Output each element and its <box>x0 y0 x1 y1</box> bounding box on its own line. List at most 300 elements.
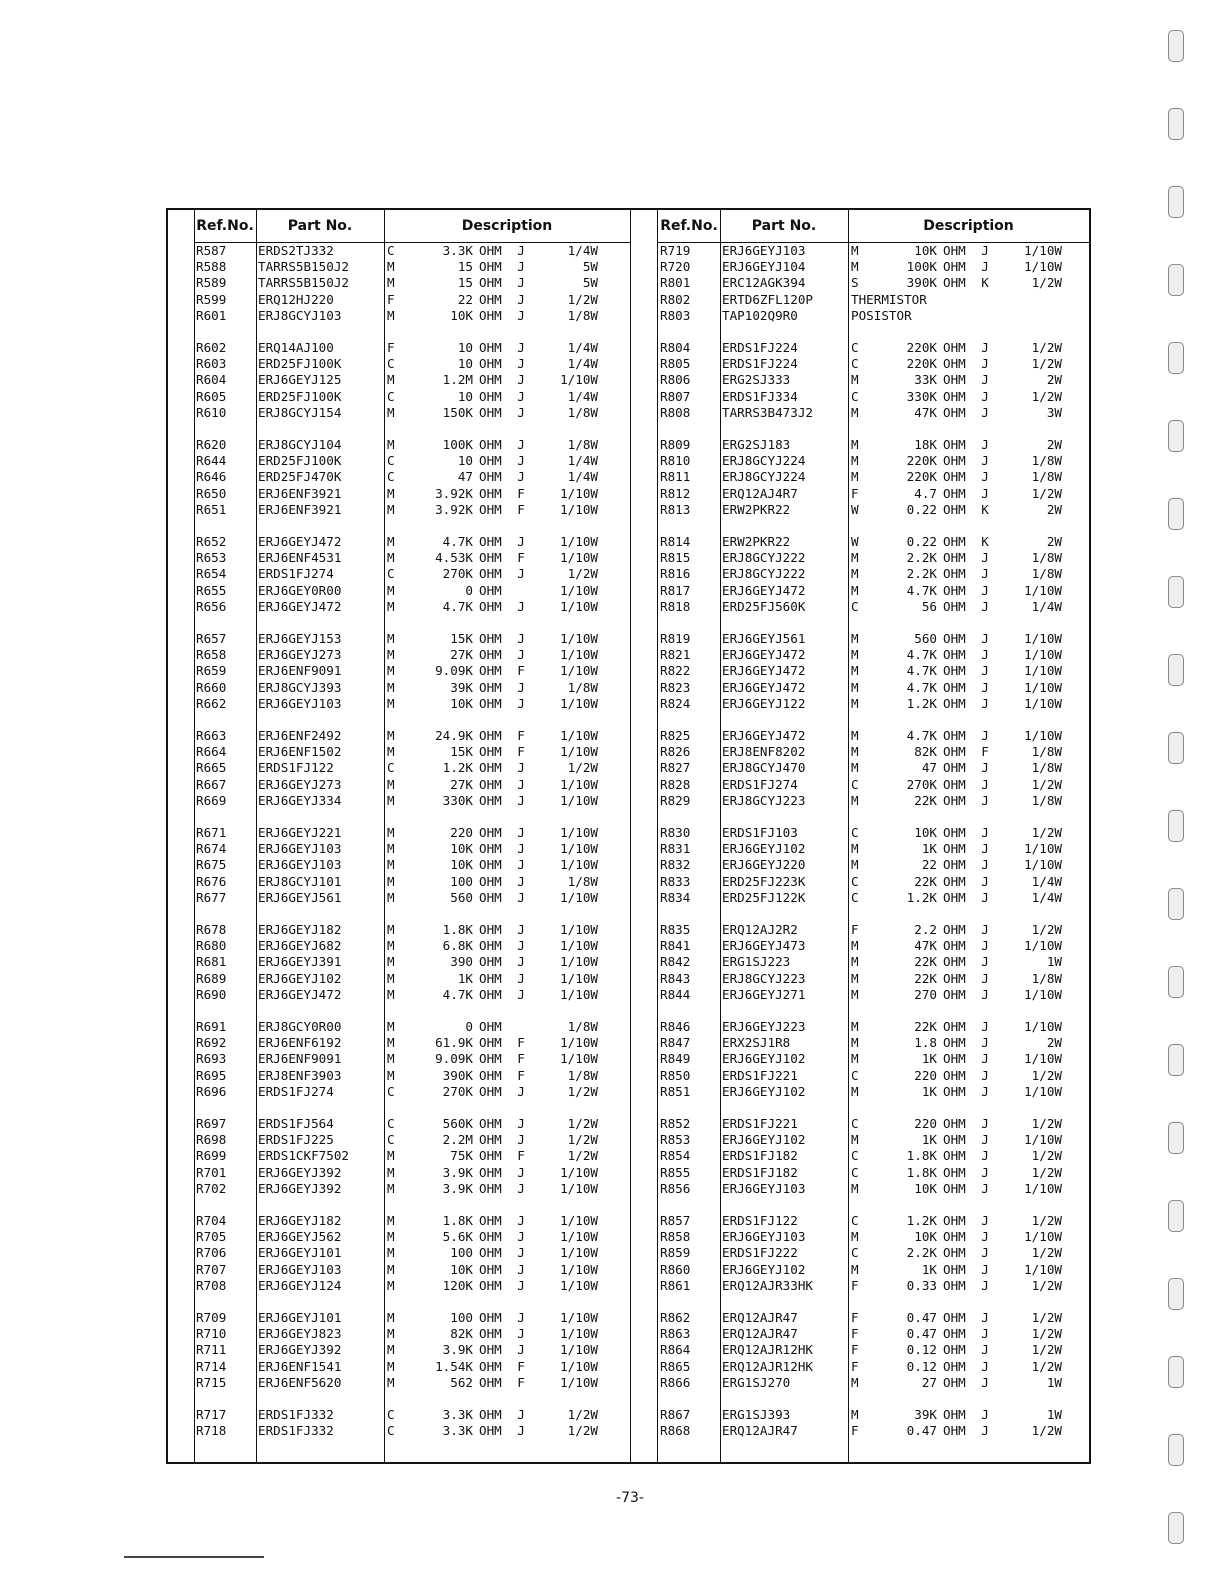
unit: OHM <box>479 1083 502 1099</box>
unit: OHM <box>479 954 502 970</box>
table-row <box>194 1213 630 1229</box>
wattage: 1/2W <box>1031 922 1062 937</box>
wattage: 1/8W <box>1031 566 1062 582</box>
maker-code: C <box>387 1423 395 1439</box>
tolerance: J <box>517 598 525 614</box>
part-no: ERJ6GEYJ103 <box>258 857 342 873</box>
unit: OHM <box>943 744 966 760</box>
ref-no: R691 <box>196 1019 227 1034</box>
part-no: ERDS1FJ225 <box>258 1132 334 1148</box>
part-no: TARRS3B473J2 <box>722 404 813 420</box>
part-no: TAP102Q9R0 <box>722 307 798 323</box>
table-row <box>194 760 630 776</box>
part-no: ERJ6ENF3921 <box>258 501 342 517</box>
part-no: ERJ6GEYJ102 <box>722 1051 806 1067</box>
ref-no: R589 <box>196 275 227 291</box>
maker-code: M <box>851 453 859 469</box>
wattage: 1/2W <box>567 1116 598 1131</box>
tolerance: J <box>517 356 525 372</box>
maker-code: M <box>387 437 395 452</box>
resistance-value: 5.6K <box>442 1229 473 1245</box>
maker-code: M <box>851 954 859 970</box>
part-no: ERJ6ENF5620 <box>258 1374 342 1390</box>
table-row <box>658 1051 1089 1067</box>
row-group <box>658 825 1089 922</box>
resistance-value: 4.7K <box>906 679 937 695</box>
ref-no: R658 <box>196 647 227 663</box>
table-row <box>194 534 630 550</box>
tolerance: J <box>981 485 989 501</box>
part-no: ERDS1FJ122 <box>722 1213 798 1228</box>
row-group <box>194 437 630 534</box>
part-no: ERJ8GCYJ393 <box>258 679 342 695</box>
part-no: ERJ8GCYJ223 <box>722 970 806 986</box>
ref-no: R656 <box>196 598 227 614</box>
table-row <box>658 1423 1089 1439</box>
maker-code: C <box>387 453 395 469</box>
ref-no: R675 <box>196 857 227 873</box>
table-row <box>194 275 630 291</box>
part-no: ERJ6GEYJ391 <box>258 954 342 970</box>
row-group <box>194 243 630 340</box>
resistance-value: 15 <box>457 259 473 275</box>
maker-code: M <box>851 582 859 598</box>
part-no: ERJ6GEYJ392 <box>258 1164 342 1180</box>
unit: OHM <box>943 1148 966 1164</box>
part-no: ERJ6GEYJ562 <box>258 1229 342 1245</box>
resistance-value: 4.7K <box>906 728 937 743</box>
ref-no: R697 <box>196 1116 227 1131</box>
tolerance: J <box>517 259 525 275</box>
maker-code: F <box>851 485 859 501</box>
unit: OHM <box>479 1132 502 1148</box>
ref-no: R654 <box>196 566 227 582</box>
maker-code: M <box>851 986 859 1002</box>
wattage: 1/4W <box>567 388 598 404</box>
resistance-value: 4.53K <box>435 550 473 566</box>
ref-no: R806 <box>660 372 691 388</box>
resistance-value: 9.09K <box>435 1051 473 1067</box>
maker-code: M <box>851 1132 859 1148</box>
resistance-value: 39K <box>914 1407 937 1422</box>
ref-no: R846 <box>660 1019 691 1034</box>
wattage: 1/10W <box>1024 1132 1062 1148</box>
wattage: 1/2W <box>567 291 598 307</box>
wattage: 1/10W <box>560 631 598 646</box>
row-group <box>194 1019 630 1116</box>
tolerance: J <box>517 1132 525 1148</box>
unit: OHM <box>943 857 966 873</box>
table-row <box>194 243 630 259</box>
unit: OHM <box>943 340 966 355</box>
resistance-value: 3.92K <box>435 485 473 501</box>
table-row <box>194 453 630 469</box>
tolerance: J <box>517 1407 525 1422</box>
maker-code: M <box>387 1035 395 1051</box>
wattage: 1/2W <box>567 566 598 582</box>
tolerance: J <box>517 873 525 889</box>
maker-code: M <box>387 889 395 905</box>
resistance-value: 0.33 <box>906 1277 937 1293</box>
tolerance: J <box>981 1423 989 1439</box>
resistance-value: 82K <box>450 1326 473 1342</box>
wattage: 3W <box>1046 404 1062 420</box>
maker-code: C <box>851 873 859 889</box>
resistance-value: 100 <box>450 1310 473 1325</box>
maker-code: M <box>387 1180 395 1196</box>
maker-code: M <box>387 1245 395 1261</box>
tolerance: J <box>517 841 525 857</box>
ref-no: R710 <box>196 1326 227 1342</box>
table-row <box>658 453 1089 469</box>
unit: OHM <box>479 259 502 275</box>
part-no: ERD25FJ122K <box>722 889 806 905</box>
part-no: ERDS1FJ122 <box>258 760 334 776</box>
wattage: 1/10W <box>560 744 598 760</box>
ref-no: R718 <box>196 1423 227 1439</box>
binder-tab <box>1168 1512 1184 1544</box>
part-no: ERJ6GEYJ472 <box>258 986 342 1002</box>
part-no: ERJ6GEYJ220 <box>722 857 806 873</box>
wattage: 1/4W <box>567 356 598 372</box>
unit: OHM <box>479 744 502 760</box>
wattage: 1/10W <box>560 1326 598 1342</box>
part-no: ERDS1FJ224 <box>722 340 798 355</box>
part-no: ERD25FJ470K <box>258 469 342 485</box>
wattage: 1/8W <box>567 873 598 889</box>
resistance-value: 15K <box>450 631 473 646</box>
maker-code: S <box>851 275 859 291</box>
ref-no: R854 <box>660 1148 691 1164</box>
wattage: 1/10W <box>560 1277 598 1293</box>
header-description: Description <box>923 218 1014 234</box>
part-no: ERJ6GEYJ472 <box>722 647 806 663</box>
part-no: ERJ6GEYJ103 <box>722 1229 806 1245</box>
table-row <box>194 922 630 938</box>
center-gap-column <box>630 210 658 1462</box>
binder-tab <box>1168 810 1184 842</box>
tolerance: J <box>981 873 989 889</box>
table-row <box>658 469 1089 485</box>
maker-code: M <box>851 437 859 452</box>
tolerance: J <box>981 1019 989 1034</box>
unit: OHM <box>943 404 966 420</box>
resistance-value: 22K <box>914 1019 937 1034</box>
wattage: 1/2W <box>1031 275 1062 291</box>
table-row <box>194 550 630 566</box>
part-no: ERDS1FJ182 <box>722 1148 798 1164</box>
right-half <box>658 210 1089 1462</box>
resistance-value: 6.8K <box>442 938 473 954</box>
maker-code: M <box>387 404 395 420</box>
unit: OHM <box>943 243 966 258</box>
tolerance: J <box>517 792 525 808</box>
wattage: 1/2W <box>1031 340 1062 355</box>
tolerance: J <box>981 550 989 566</box>
ref-no: R674 <box>196 841 227 857</box>
wattage: 1/8W <box>567 1067 598 1083</box>
ref-no: R605 <box>196 388 227 404</box>
maker-code: M <box>387 1148 395 1164</box>
part-no: ERQ12AJR47 <box>722 1310 798 1325</box>
tolerance: J <box>517 469 525 485</box>
table-row <box>658 599 1089 615</box>
maker-code: M <box>387 954 395 970</box>
description-text: POSISTOR <box>851 307 912 323</box>
resistance-value: 3.92K <box>435 501 473 517</box>
tolerance: J <box>981 695 989 711</box>
unit: OHM <box>479 469 502 485</box>
wattage: 2W <box>1046 534 1062 549</box>
part-no: ERJ6GEYJ392 <box>258 1342 342 1358</box>
row-group <box>194 825 630 922</box>
maker-code: C <box>387 566 395 582</box>
table-row <box>194 971 630 987</box>
part-no: ERJ6ENF1502 <box>258 744 342 760</box>
unit: OHM <box>479 1116 502 1131</box>
part-no: ERQ12AJR33HK <box>722 1277 813 1293</box>
table-row <box>194 1084 630 1100</box>
part-no: ERW2PKR22 <box>722 501 791 517</box>
resistance-value: 3.3K <box>442 243 473 258</box>
maker-code: C <box>387 243 395 258</box>
unit: OHM <box>943 841 966 857</box>
maker-code: M <box>851 728 859 743</box>
resistance-value: 560 <box>450 889 473 905</box>
resistance-value: 10K <box>450 1261 473 1277</box>
tolerance: J <box>981 663 989 679</box>
unit: OHM <box>479 1277 502 1293</box>
wattage: 1/10W <box>560 1374 598 1390</box>
wattage: 1/10W <box>560 582 598 598</box>
wattage: 1/2W <box>1031 388 1062 404</box>
ref-no: R855 <box>660 1164 691 1180</box>
resistance-value: 47 <box>457 469 473 485</box>
row-group <box>194 922 630 1019</box>
resistance-value: 2.2M <box>442 1132 473 1148</box>
unit: OHM <box>943 889 966 905</box>
unit: OHM <box>943 1326 966 1342</box>
wattage: 1/10W <box>560 1229 598 1245</box>
maker-code: M <box>387 938 395 954</box>
unit: OHM <box>479 1342 502 1358</box>
ref-no: R667 <box>196 776 227 792</box>
resistance-value: 75K <box>450 1148 473 1164</box>
tolerance: J <box>981 1326 989 1342</box>
maker-code: M <box>387 857 395 873</box>
unit: OHM <box>943 501 966 517</box>
resistance-value: 220K <box>906 469 937 485</box>
part-no: ERJ6GEYJ125 <box>258 372 342 388</box>
part-no: ERJ6GEYJ823 <box>258 1326 342 1342</box>
ref-no: R587 <box>196 243 227 258</box>
table-row <box>658 1262 1089 1278</box>
part-no: ERJ6GEYJ273 <box>258 776 342 792</box>
part-no: ERJ6ENF9091 <box>258 663 342 679</box>
unit: OHM <box>479 1326 502 1342</box>
tolerance: J <box>981 372 989 388</box>
maker-code: M <box>387 825 395 840</box>
tolerance: J <box>517 776 525 792</box>
maker-code: M <box>851 550 859 566</box>
ref-no: R601 <box>196 307 227 323</box>
unit: OHM <box>479 1261 502 1277</box>
wattage: 1/10W <box>1024 1051 1062 1067</box>
table-row <box>658 874 1089 890</box>
resistance-value: 15K <box>450 744 473 760</box>
resistance-value: 10K <box>450 695 473 711</box>
resistance-value: 27K <box>450 776 473 792</box>
part-no: ERJ8ENF3903 <box>258 1067 342 1083</box>
unit: OHM <box>943 922 966 937</box>
wattage: 1/2W <box>567 1148 598 1164</box>
part-no: ERG1SJ223 <box>722 954 791 970</box>
binder-tab <box>1168 342 1184 374</box>
table-row <box>194 777 630 793</box>
resistance-value: 3.3K <box>442 1423 473 1439</box>
wattage: 1/10W <box>560 1180 598 1196</box>
resistance-value: 10K <box>914 1229 937 1245</box>
unit: OHM <box>479 243 502 258</box>
row-group <box>658 340 1089 437</box>
unit: OHM <box>943 1277 966 1293</box>
tolerance: J <box>517 1083 525 1099</box>
tolerance: J <box>517 695 525 711</box>
resistance-value: 100K <box>442 437 473 452</box>
resistance-value: 390K <box>906 275 937 291</box>
maker-code: C <box>851 1245 859 1261</box>
resistance-value: 2.2 <box>914 922 937 937</box>
binder-tab <box>1168 420 1184 452</box>
tolerance: J <box>517 922 525 937</box>
part-no: ERJ6GEYJ102 <box>722 1083 806 1099</box>
ref-no: R811 <box>660 469 691 485</box>
part-no: ERJ6GEYJ124 <box>258 1277 342 1293</box>
tolerance: J <box>981 857 989 873</box>
ref-no: R659 <box>196 663 227 679</box>
resistance-value: 22K <box>914 873 937 889</box>
tolerance: J <box>981 1067 989 1083</box>
resistance-value: 10K <box>450 857 473 873</box>
wattage: 1/2W <box>1031 825 1062 840</box>
unit: OHM <box>479 1067 502 1083</box>
tolerance: J <box>981 1229 989 1245</box>
unit: OHM <box>479 1019 502 1034</box>
unit: OHM <box>943 647 966 663</box>
table-row <box>658 308 1089 324</box>
tolerance: J <box>981 631 989 646</box>
maker-code: C <box>387 469 395 485</box>
unit: OHM <box>479 1035 502 1051</box>
resistance-value: 220K <box>906 453 937 469</box>
part-no: ERQ12AJR12HK <box>722 1358 813 1374</box>
part-no: ERD25FJ100K <box>258 453 342 469</box>
table-row <box>658 486 1089 502</box>
table-row <box>658 340 1089 356</box>
ref-no: R866 <box>660 1374 691 1390</box>
table-row <box>658 890 1089 906</box>
table-row <box>658 292 1089 308</box>
wattage: 1/2W <box>1031 1164 1062 1180</box>
part-no: ERJ6GEYJ472 <box>722 663 806 679</box>
wattage: 1/10W <box>560 825 598 840</box>
maker-code: M <box>387 986 395 1002</box>
ref-no: R843 <box>660 970 691 986</box>
tolerance: J <box>517 372 525 388</box>
maker-code: C <box>851 1067 859 1083</box>
resistance-value: 22K <box>914 970 937 986</box>
ref-no: R816 <box>660 566 691 582</box>
binder-tab <box>1168 1356 1184 1388</box>
wattage: 1/10W <box>1024 663 1062 679</box>
ref-no: R705 <box>196 1229 227 1245</box>
wattage: 1/8W <box>1031 469 1062 485</box>
maker-code: M <box>387 841 395 857</box>
resistance-value: 0.47 <box>906 1326 937 1342</box>
ref-no: R867 <box>660 1407 691 1422</box>
unit: OHM <box>479 388 502 404</box>
left-rows <box>194 243 630 1504</box>
wattage: 1/2W <box>567 760 598 776</box>
part-no: ERJ8ENF8202 <box>722 744 806 760</box>
maker-code: M <box>387 550 395 566</box>
wattage: 5W <box>582 259 598 275</box>
ref-no: R842 <box>660 954 691 970</box>
tolerance: J <box>981 356 989 372</box>
table-row <box>194 356 630 372</box>
part-no: ERDS1FJ274 <box>258 566 334 582</box>
table-row <box>658 1359 1089 1375</box>
ref-no: R833 <box>660 873 691 889</box>
table-row <box>194 308 630 324</box>
part-no: ERJ6ENF3921 <box>258 485 342 501</box>
unit: OHM <box>943 1358 966 1374</box>
tolerance: J <box>517 986 525 1002</box>
part-no: ERQ14AJ100 <box>258 340 334 355</box>
resistance-value: 3.3K <box>442 1407 473 1422</box>
binder-tab <box>1168 264 1184 296</box>
part-no: ERG2SJ183 <box>722 437 791 452</box>
resistance-value: 220 <box>914 1067 937 1083</box>
table-row <box>194 696 630 712</box>
wattage: 1/8W <box>567 307 598 323</box>
unit: OHM <box>943 792 966 808</box>
part-no: ERD25FJ560K <box>722 598 806 614</box>
part-no: ERJ6GEYJ103 <box>258 695 342 711</box>
wattage: 1/10W <box>560 857 598 873</box>
resistance-value: 270 <box>914 986 937 1002</box>
maker-code: M <box>851 938 859 954</box>
part-no: ERG1SJ270 <box>722 1374 791 1390</box>
table-row <box>194 1116 630 1132</box>
maker-code: M <box>387 1229 395 1245</box>
unit: OHM <box>479 922 502 937</box>
ref-no: R810 <box>660 453 691 469</box>
ref-no: R653 <box>196 550 227 566</box>
tolerance: K <box>981 534 989 549</box>
tolerance: J <box>517 291 525 307</box>
ref-no: R801 <box>660 275 691 291</box>
tolerance: J <box>517 1310 525 1325</box>
table-row <box>194 647 630 663</box>
table-row <box>194 437 630 453</box>
unit: OHM <box>479 857 502 873</box>
resistance-value: 10 <box>457 340 473 355</box>
ref-no: R602 <box>196 340 227 355</box>
table-row <box>194 1407 630 1423</box>
ref-no: R828 <box>660 776 691 792</box>
wattage: 1/10W <box>560 1310 598 1325</box>
